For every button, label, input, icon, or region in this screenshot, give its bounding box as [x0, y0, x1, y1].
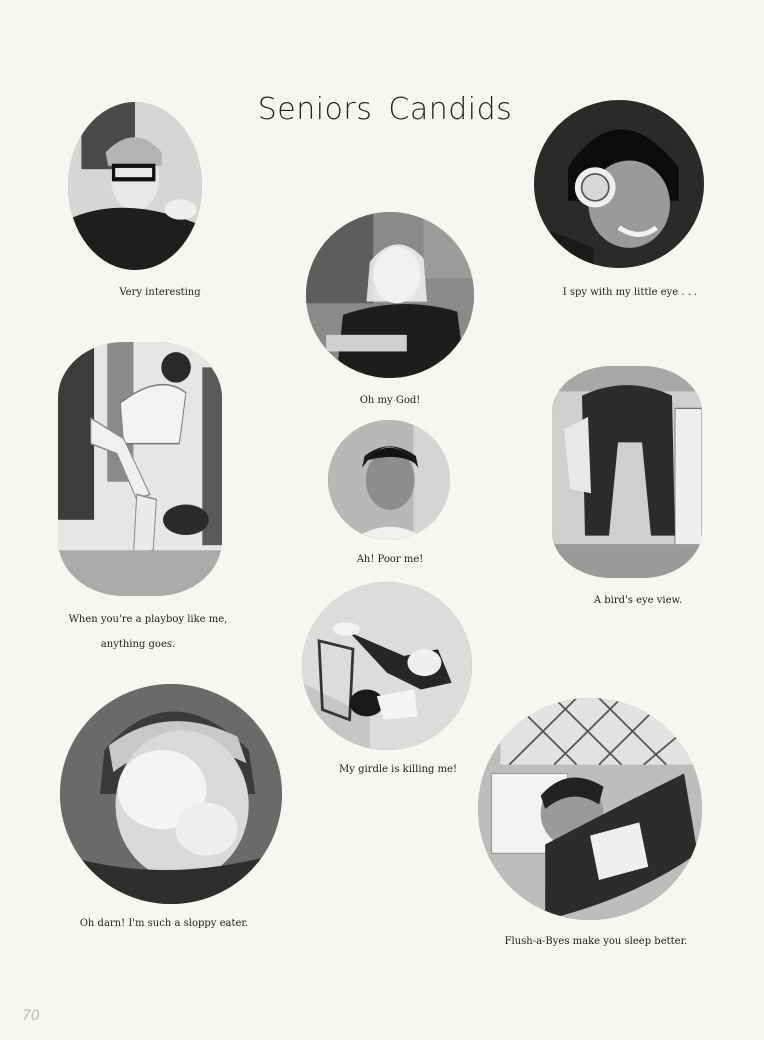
candid-photo-blonde-girl — [306, 212, 474, 378]
candid-photo-floor — [302, 582, 472, 750]
caption-playboy-line1: When you're a playboy like me, — [68, 614, 228, 625]
candid-photo-sleeping — [478, 698, 702, 920]
candid-photo-cup-eye — [534, 100, 704, 268]
caption-oh-my-god: Oh my God! — [359, 395, 421, 406]
candid-photo-pie-face — [60, 684, 282, 904]
page-number: 70 — [22, 1008, 40, 1024]
caption-very-interesting: Very interesting — [119, 287, 201, 298]
page-title: Seniors Candids — [257, 92, 513, 127]
caption-playboy-line2: anything goes. — [100, 639, 176, 650]
caption-i-spy: I spy with my little eye . . . — [562, 287, 698, 298]
caption-girdle: My girdle is killing me! — [339, 764, 457, 775]
caption-poor-me: Ah! Poor me! — [356, 554, 424, 565]
caption-flush-a-byes: Flush-a-Byes make you sleep better. — [504, 936, 688, 947]
candid-photo-glasses — [68, 102, 202, 270]
caption-sloppy-eater: Oh darn! I'm such a sloppy eater. — [79, 918, 249, 929]
candid-photo-portrait — [328, 420, 450, 540]
caption-birds-eye: A bird's eye view. — [593, 595, 683, 606]
candid-photo-locker-room — [58, 342, 222, 596]
candid-photo-bent-over — [552, 366, 702, 578]
